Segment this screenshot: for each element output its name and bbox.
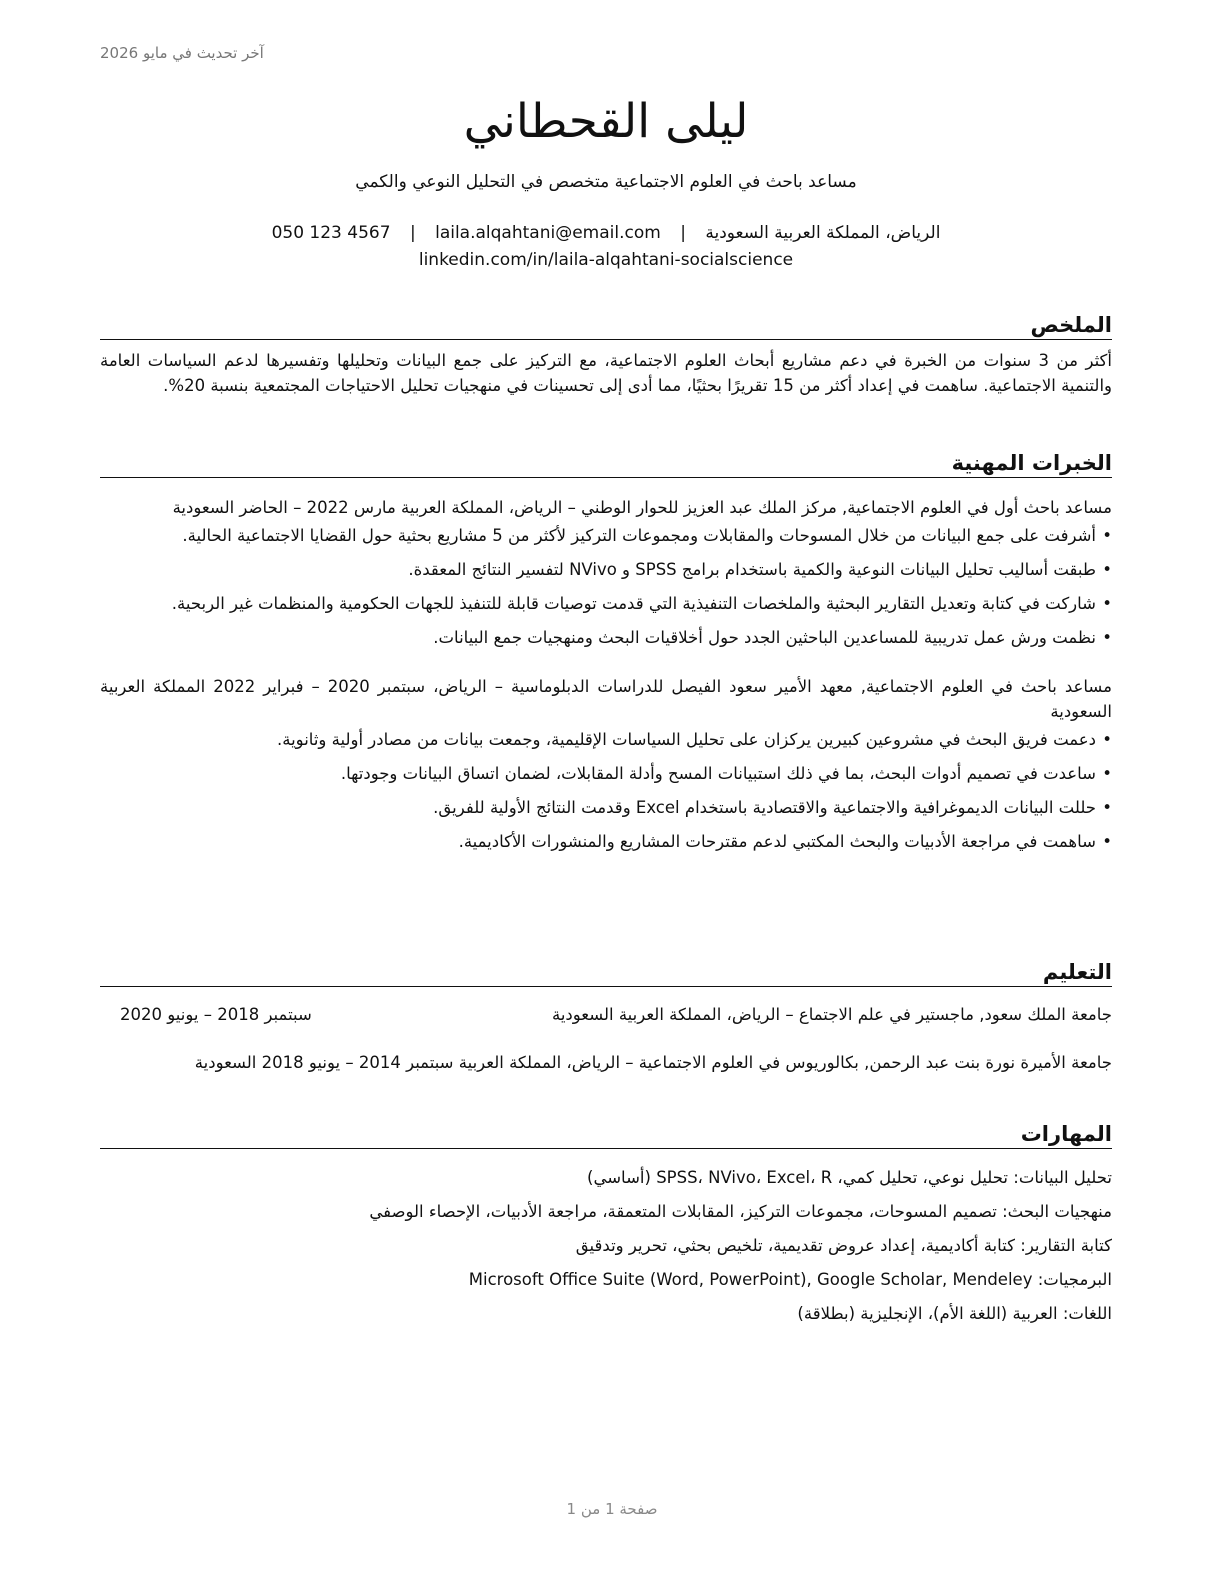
skill-line: كتابة التقارير: كتابة أكاديمية، إعداد عروض تقديمية، تلخيص بحثي، تحرير وتدقيق [575, 1236, 1112, 1255]
education-dates: سبتمبر 2018 – يونيو 2020 [120, 1005, 312, 1024]
job-bullet: • حللت البيانات الديموغرافية والاجتماعية والاقتصادية باستخدام Excel وقدمت النتائج الأولية للفريق. [100, 795, 1112, 820]
email-link[interactable]: laila.alqahtani@email.com [435, 223, 661, 243]
summary-text: أكثر من 3 سنوات من الخبرة في دعم مشاريع أبحاث العلوم الاجتماعية، مع التركيز على جمع البيانات وتحليلها وتفسيرها لدعم السياسات العامة والتنمية الاجتماعية. ساهمت في إعداد أكثر من 15 تقريرًا بحثيًا، مما أدى إلى تحسينات في منهجيات تحليل الاحتياجات المجتمعية بنسبة 20%. [100, 351, 1112, 395]
section-heading-summary: الملخص [100, 311, 1112, 340]
job-entry [100, 495, 1112, 650]
candidate-name: ليلى القحطاني [463, 94, 749, 149]
job-header: مساعد باحث أول في العلوم الاجتماعية, مركز الملك عبد العزيز للحوار الوطني – الرياض، المملكة العربية مارس 2022 – الحاضر السعودية [172, 498, 1112, 517]
linkedin-link[interactable]: linkedin.com/in/laila-alqahtani-socialscience [418, 250, 794, 270]
education-section [100, 958, 1112, 1075]
skill-line: منهجيات البحث: تصميم المسوحات، مجموعات التركيز، المقابلات المتعمقة، مراجعة الأدبيات، الإحصاء الوصفي [369, 1202, 1112, 1221]
phone-number: 050 123 4567 [271, 223, 391, 243]
skills-section [100, 1120, 1112, 1335]
job-bullet: • ساهمت في مراجعة الأدبيات والبحث المكتبي لدعم مقترحات المشاريع والمنشورات الأكاديمية. [100, 829, 1112, 854]
section-heading-skills: المهارات [100, 1120, 1112, 1149]
last-updated-note: آخر تحديث في مايو 2026 [100, 44, 264, 62]
education-entry: جامعة الأميرة نورة بنت عبد الرحمن, بكالوريوس في العلوم الاجتماعية – الرياض، المملكة العربية سبتمبر 2014 – يونيو 2018 السعودية [194, 1053, 1112, 1072]
skill-line: البرمجيات: Microsoft Office Suite (Word, PowerPoint), Google Scholar, Mendeley [468, 1270, 1112, 1289]
skill-line: تحليل البيانات: تحليل نوعي، تحليل كمي، SPSS، NVivo، Excel، R (أساسي) [587, 1168, 1112, 1187]
resume-header [100, 92, 1112, 274]
job-entry [100, 674, 1112, 854]
job-header: مساعد باحث في العلوم الاجتماعية, معهد الأمير سعود الفيصل للدراسات الدبلوماسية – الرياض، سبتمبر 2020 – فبراير 2022 المملكة العربية السعودية [100, 677, 1112, 721]
experience-section [100, 449, 1112, 863]
separator: | [409, 223, 416, 243]
location: الرياض، المملكة العربية السعودية [705, 223, 941, 243]
section-heading-education: التعليم [100, 958, 1112, 987]
job-bullet: • نظمت ورش عمل تدريبية للمساعدين الباحثين الجدد حول أخلاقيات البحث ومنهجيات جمع البيانات. [100, 625, 1112, 650]
job-bullet: • دعمت فريق البحث في مشروعين كبيرين يركزان على تحليل السياسات الإقليمية، وجمعت بيانات من مصادر أولية وثانوية. [100, 727, 1112, 752]
job-bullet: • ساعدت في تصميم أدوات البحث، بما في ذلك استبيانات المسح وأدلة المقابلات، لضمان اتساق البيانات وجودتها. [100, 761, 1112, 786]
education-institution: جامعة الملك سعود, ماجستير في علم الاجتماع – الرياض، المملكة العربية السعودية [551, 1005, 1112, 1024]
separator: | [680, 223, 686, 243]
summary-section [100, 311, 1112, 398]
candidate-title: مساعد باحث في العلوم الاجتماعية متخصص في التحليل النوعي والكمي [355, 172, 857, 192]
languages-line: اللغات: العربية (اللغة الأم)، الإنجليزية (بطلاقة) [797, 1304, 1112, 1323]
section-heading-experience: الخبرات المهنية [100, 449, 1112, 478]
job-bullet: • طبقت أساليب تحليل البيانات النوعية والكمية باستخدام برامج SPSS و NVivo لتفسير النتائج المعقدة. [100, 557, 1112, 582]
contact-line [100, 220, 1112, 246]
job-bullet: • أشرفت على جمع البيانات من خلال المسوحات والمقابلات ومجموعات التركيز لأكثر من 5 مشاريع بحثية حول القضايا الاجتماعية الحالية. [100, 523, 1112, 548]
education-entry [100, 1002, 1112, 1027]
job-bullet: • شاركت في كتابة وتعديل التقارير البحثية والملخصات التنفيذية التي قدمت توصيات قابلة للتنفيذ للجهات الحكومية والمنظمات غير الربحية. [100, 591, 1112, 616]
page-number: صفحة 1 من 1 [566, 1500, 658, 1518]
